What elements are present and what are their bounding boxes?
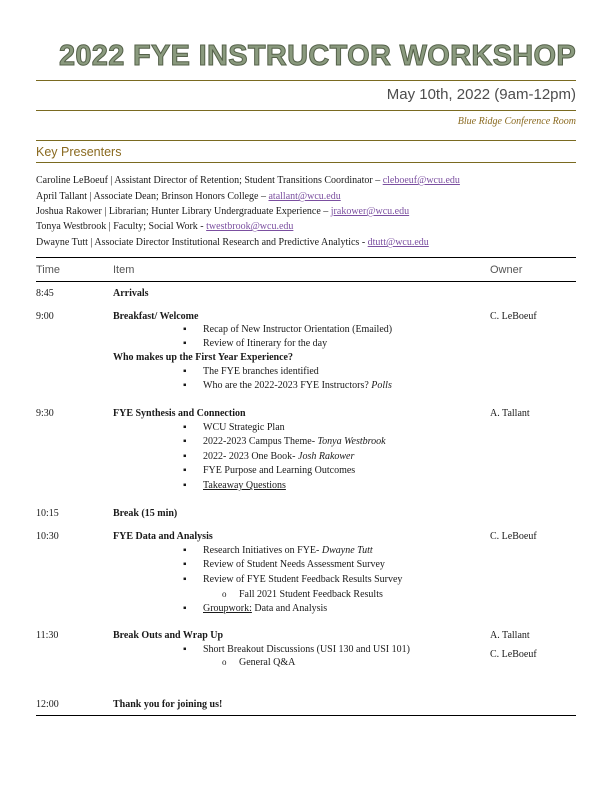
agenda-sub-bullet: o General Q&A (222, 657, 278, 668)
presenter-info: Caroline LeBoeuf | Assistant Director of Retention; Student Transitions Coordinator – (36, 175, 383, 186)
column-header-item: Item (113, 264, 135, 276)
presenter-email-link[interactable]: cleboeuf@wcu.edu (382, 175, 460, 186)
agenda-bullet: ▪ FYE Purpose and Learning Outcomes (185, 465, 337, 476)
presenter-email-link[interactable]: atallant@wcu.edu (268, 191, 341, 202)
agenda-item-title: Arrivals (113, 288, 149, 299)
title-divider (36, 80, 576, 81)
agenda-bullet: ▪ Who are the 2022-2023 FYE Instructors? Polls (185, 380, 374, 391)
agenda-item-title: FYE Synthesis and Connection (113, 408, 246, 419)
column-header-time: Time (36, 264, 61, 276)
agenda-bullet: ▪ Review of FYE Student Feedback Results Survey (185, 574, 384, 585)
agenda-bullet: ▪ Review of Itinerary for the day (185, 338, 309, 349)
presenter-row (36, 206, 409, 217)
agenda-bullet: ▪ The FYE branches identified (185, 366, 301, 377)
agenda-time: 10:15 (36, 508, 59, 519)
presenters-bottom-divider (36, 162, 576, 163)
agenda-time: 12:00 (36, 699, 59, 710)
agenda-owner: C. LeBoeuf (490, 649, 537, 660)
agenda-item-title: Breakfast/ Welcome (113, 311, 199, 322)
agenda-time: 11:30 (36, 630, 59, 641)
agenda-time: 9:00 (36, 311, 54, 322)
presenters-top-divider (36, 140, 576, 141)
agenda-item-title: Thank you for joining us! (113, 699, 223, 710)
event-date: May 10th, 2022 (9am-12pm) (386, 86, 576, 103)
agenda-bullet: ▪ Review of Student Needs Assessment Survey (185, 559, 367, 570)
agenda-item-title: FYE Data and Analysis (113, 531, 213, 542)
presenters-heading: Key Presenters (36, 145, 122, 159)
agenda-owner: C. LeBoeuf (490, 311, 537, 322)
agenda-bullet: ▪ 2022- 2023 One Book- Josh Rakower (185, 451, 336, 462)
date-divider (36, 110, 576, 111)
agenda-owner: A. Tallant (490, 408, 530, 419)
agenda-bullet: ▪ 2022-2023 Campus Theme- Tonya Westbrook (185, 436, 368, 447)
presenter-info: Joshua Rakower | Librarian; Hunter Library Undergraduate Experience – (36, 206, 331, 217)
agenda-item-title: Break Outs and Wrap Up (113, 630, 224, 641)
presenter-email-link[interactable]: dtutt@wcu.edu (367, 237, 429, 248)
table-bottom-rule (36, 715, 576, 716)
agenda-owner: C. LeBoeuf (490, 531, 537, 542)
agenda-item-title: Break (15 min) (113, 508, 178, 519)
agenda-bullet: ▪ Recap of New Instructor Orientation (Emailed) (185, 324, 374, 335)
presenter-row (36, 221, 293, 232)
agenda-time: 9:30 (36, 408, 54, 419)
presenter-row (36, 191, 341, 202)
document-title: 2022 FYE INSTRUCTOR WORKSHOP (58, 40, 576, 72)
agenda-time: 8:45 (36, 288, 54, 299)
agenda-sub-bullet: o Fall 2021 Student Feedback Results (222, 589, 366, 600)
presenter-info: April Tallant | Associate Dean; Brinson Honors College – (36, 191, 269, 202)
agenda-owner: A. Tallant (490, 630, 530, 641)
presenter-info: Tonya Westbrook | Faculty; Social Work - (36, 221, 207, 232)
table-header-rule (36, 281, 576, 282)
presenter-info: Dwayne Tutt | Associate Director Institutional Research and Predictive Analytics - (36, 237, 368, 248)
table-top-rule (36, 257, 576, 258)
presenter-row (36, 175, 460, 186)
agenda-bullet: ▪ Takeaway Questions (185, 480, 268, 491)
presenter-row (36, 237, 429, 248)
agenda-bullet: ▪ Groupwork: Data and Analysis (185, 603, 309, 614)
presenter-email-link[interactable]: jrakower@wcu.edu (330, 206, 410, 217)
column-header-owner: Owner (490, 264, 523, 276)
presenter-email-link[interactable]: twestbrook@wcu.edu (206, 221, 294, 232)
agenda-bullet: ▪ WCU Strategic Plan (185, 422, 267, 433)
agenda-subheading: Who makes up the First Year Experience? (113, 352, 293, 363)
event-location: Blue Ridge Conference Room (457, 116, 576, 127)
agenda-bullet: ▪ Research Initiatives on FYE- Dwayne Tutt (185, 545, 355, 556)
agenda-bullet: ▪ Short Breakout Discussions (USI 130 and USI 101) (185, 644, 392, 655)
agenda-time: 10:30 (36, 531, 59, 542)
